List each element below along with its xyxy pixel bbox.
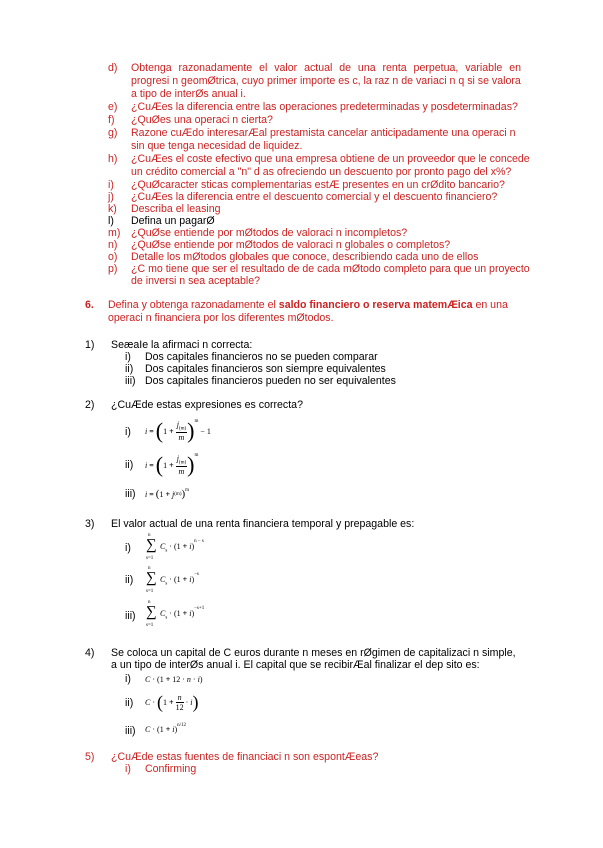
- q5-text: ¿CuÆde estas fuentes de financiaci n son espontÆeas?: [111, 751, 379, 763]
- q3i-one: 1: [176, 542, 181, 551]
- item-letter-i: i): [108, 179, 114, 191]
- q1-opt-ii-label: ii): [125, 363, 134, 375]
- q3ii-sum-top: n: [148, 566, 151, 571]
- q1-number: 1): [85, 339, 95, 351]
- q4ii-n: n: [177, 692, 182, 702]
- q4-formula-iii: C · ( 1 + i ) $^{n/12}$: [145, 722, 187, 734]
- item-letter-j: j): [108, 191, 114, 203]
- q4iii-dot: ·: [152, 724, 156, 734]
- q4i-C: C: [145, 674, 151, 684]
- q3iii-i: i: [189, 609, 192, 618]
- q4-text-line-2: a un tipo de interØs anual i. El capital que se recibirÆal finalizar el dep sito es:: [111, 659, 480, 671]
- item-j-line-1: ¿CuÆes la diferencia entre el descuento comercial y el descuento financiero?: [131, 191, 498, 203]
- q3-number: 3): [85, 518, 95, 530]
- q4-text-line-1: Se coloca un capital de C euros durante n meses en rØgimen de capitalizaci n simple,: [111, 647, 516, 659]
- f-exp-m: m: [194, 418, 199, 424]
- q3ii-s: s: [165, 581, 168, 587]
- f-m: m: [178, 432, 185, 442]
- f-i: i: [145, 426, 148, 436]
- q4i-dot: ·: [152, 674, 156, 684]
- q3ii-sum-bot: s=1: [146, 589, 154, 594]
- q3ii-i: i: [189, 575, 192, 584]
- item-p-line-2: de inversi n sea aceptable?: [131, 275, 260, 287]
- q4i-i: i: [197, 674, 200, 684]
- item-letter-g: g): [108, 127, 118, 139]
- item-letter-o: o): [108, 251, 118, 263]
- q4i-dot2: ·: [182, 674, 185, 684]
- q3-opt-i-label: i): [125, 542, 131, 554]
- question-6-text-pre: Defina y obtenga razonadamente el: [108, 299, 279, 311]
- f2-plus: +: [169, 460, 174, 470]
- q4-opt-ii-label: ii): [125, 697, 134, 709]
- q2-opt-iii-label: iii): [125, 488, 136, 500]
- item-d-line-1: Obtenga razonadamente el valor actual de una renta perpetua, variable en: [131, 62, 521, 74]
- q4ii-plus: +: [169, 697, 174, 707]
- q4i-dot3: ·: [192, 674, 196, 684]
- f2-i: i: [145, 460, 148, 470]
- question-6-line-1: [108, 299, 508, 311]
- item-h-line-2: un crédito comercial a "n" d as ofreciendo un descuento por pronto pago del x%?: [131, 166, 512, 178]
- q5-number: 5): [85, 751, 95, 763]
- q1-text: SeæaIe la afirmaci n correcta:: [111, 339, 253, 351]
- f-plus: +: [169, 426, 174, 436]
- q3i-i: i: [189, 542, 192, 551]
- q4ii-paren-close: ): [192, 691, 199, 712]
- f3-msub: (m): [174, 491, 182, 497]
- q3-opt-ii-label: ii): [125, 574, 134, 586]
- q2-number: 2): [85, 399, 95, 411]
- f3-j: j: [172, 489, 175, 499]
- item-letter-e: e): [108, 101, 118, 113]
- q4-formula-ii: [145, 688, 198, 716]
- q2-formula-ii: [145, 448, 198, 482]
- q3ii-exp: −s: [194, 572, 199, 578]
- f2-paren-open: (: [155, 452, 164, 477]
- f2-eq: =: [149, 460, 154, 470]
- q4ii-dot: ·: [152, 697, 156, 707]
- q4ii-C: C: [145, 697, 151, 707]
- q3iii-dot: ·: [169, 609, 172, 618]
- q3iii-exp: −s+1: [194, 606, 205, 612]
- q3i-term: $C_s \cdot (1 + i)^{n - s}$: [160, 539, 204, 554]
- q3ii-one: 1: [176, 575, 181, 584]
- f-one-2: 1: [206, 426, 211, 436]
- q4ii-frac: [176, 693, 184, 712]
- f3-exp-m: m: [185, 487, 190, 493]
- item-letter-p: p): [108, 263, 118, 275]
- item-n-line-1: ¿QuØse entiende por mØtodos de valoraci n globales o completos?: [131, 239, 451, 251]
- item-g-line-2: sin que tenga necesidad de liquidez.: [131, 140, 303, 152]
- item-letter-k: k): [108, 203, 117, 215]
- f2-j: j: [176, 454, 179, 464]
- q3-text: El valor actual de una renta financiera temporal y prepagable es:: [111, 518, 415, 530]
- f3-i: i: [145, 489, 148, 499]
- q3ii-dot: ·: [169, 575, 172, 584]
- q2-opt-i-label: i): [125, 426, 131, 438]
- q3iii-s: s: [165, 615, 168, 621]
- q3i-c: C: [160, 542, 166, 551]
- q3iii-term: $C_s \cdot (1 + i)^{-s+1}$: [160, 606, 205, 621]
- f-paren-close: ): [187, 418, 195, 443]
- question-6-text-bold: saldo financiero o reserva matemÆica: [278, 299, 473, 311]
- q3iii-sum-bot: s=1: [146, 623, 154, 628]
- q4ii-i: i: [190, 697, 193, 707]
- q4i-n: n: [186, 674, 191, 684]
- f3-paren-open: (: [155, 488, 160, 500]
- q3iii-plus: +: [182, 609, 188, 618]
- q1-opt-ii-text: Dos capitales financieros son siempre equivalentes: [145, 363, 386, 375]
- item-o-line-1: Detalle los mØtodos globales que conoce, describiendo cada uno de ellos: [131, 251, 479, 263]
- f-paren-open: (: [155, 418, 164, 443]
- q4-number: 4): [85, 647, 95, 659]
- item-letter-n: n): [108, 239, 118, 251]
- q5-opt-i-label: i): [125, 763, 131, 775]
- q3ii-sigma: ∑: [146, 570, 157, 586]
- q4i-plus: +: [165, 674, 171, 684]
- f3-one: 1: [159, 489, 164, 499]
- item-e-line-1: ¿CuÆes la diferencia entre las operaciones predeterminadas y posdeterminadas?: [131, 101, 518, 113]
- f2-m: m: [178, 466, 185, 476]
- q3i-sum-bot: s=1: [146, 556, 154, 561]
- item-d-line-2: progresi n geomØtrica, cuyo primer importe es c, la raz n de variaci n q si se valora: [131, 75, 521, 87]
- item-letter-h: h): [108, 153, 118, 165]
- q4ii-paren-open: (: [157, 691, 164, 712]
- q3i-dot: ·: [169, 542, 172, 551]
- q3iii-sum-top: n: [148, 600, 151, 605]
- q1-opt-i-text: Dos capitales financieros no se pueden comparar: [145, 351, 378, 363]
- q5-opt-i-text: Confirming: [145, 763, 197, 775]
- f3-eq: =: [149, 489, 154, 499]
- q4ii-dot2: ·: [185, 697, 189, 707]
- q4iii-plus: +: [165, 724, 171, 734]
- f-minus: −: [200, 426, 205, 436]
- f-eq: =: [149, 426, 154, 436]
- q3ii-plus: +: [182, 575, 188, 584]
- q3i-sum-top: n: [148, 533, 151, 538]
- item-h-line-1: ¿CuÆes el coste efectivo que una empresa obtiene de un proveedor que le concede: [131, 153, 530, 165]
- f3-paren-close: ): [181, 488, 186, 500]
- q4-opt-i-label: i): [125, 673, 131, 685]
- item-letter-f: f): [108, 114, 115, 126]
- f-one: 1: [163, 426, 168, 436]
- f3-plus: +: [165, 489, 171, 499]
- item-m-line-1: ¿QuØse entiende por mØtodos de valoraci n incompletos?: [131, 227, 408, 239]
- q1-opt-iii-text: Dos capitales financieros pueden no ser equivalentes: [145, 375, 396, 387]
- f-msub: (m): [178, 426, 187, 432]
- q2-text: ¿CuÆde estas expresiones es correcta?: [111, 399, 303, 411]
- q4iii-one: 1: [159, 724, 164, 734]
- question-6-line-2: operaci n financiera por los diferentes mØtodos.: [108, 312, 334, 324]
- item-letter-m: m): [108, 227, 121, 239]
- q4-opt-iii-label: iii): [125, 725, 136, 737]
- item-letter-d: d): [108, 62, 118, 74]
- f2-one: 1: [163, 460, 168, 470]
- q3ii-c: C: [160, 575, 166, 584]
- f-frac-jm: [176, 420, 187, 442]
- q3iii-one: 1: [176, 609, 181, 618]
- q2-formula-i: [145, 414, 211, 448]
- q3i-sigma: ∑: [146, 537, 157, 553]
- q3i-exp: n − s: [194, 539, 204, 545]
- q4iii-i: i: [172, 724, 175, 734]
- item-d-line-3: a tipo de interØs anual i.: [131, 88, 246, 100]
- q3i-s: s: [165, 548, 168, 554]
- q4ii-one: 1: [163, 697, 168, 707]
- q4i-one: 1: [159, 674, 164, 684]
- item-f-line-1: ¿QuØes una operaci n cierta?: [131, 114, 273, 126]
- q3iii-sigma: ∑: [146, 604, 157, 620]
- item-g-line-1: Razone cuÆdo interesarÆal prestamista cancelar anticipadamente una operaci n: [131, 127, 516, 139]
- q4-formula-i: C · ( 1 + 12 · n · i ): [145, 674, 203, 684]
- q3-opt-iii-label: iii): [125, 610, 136, 622]
- q2-opt-ii-label: ii): [125, 459, 134, 471]
- f2-exp-m: m: [194, 452, 199, 458]
- item-letter-l: l): [108, 215, 114, 227]
- f2-msub: (m): [178, 460, 187, 466]
- q1-opt-i-label: i): [125, 351, 131, 363]
- q4iii-exp: n/12: [177, 722, 187, 728]
- question-6-number: 6.: [85, 299, 94, 311]
- q4iii-C: C: [145, 724, 151, 734]
- q3ii-term: $C_s \cdot (1 + i)^{-s}$: [160, 572, 199, 587]
- q4i-12: 12: [172, 674, 181, 684]
- item-l-line-1: Defina un pagarØ: [131, 215, 215, 227]
- f2-frac-jm: [176, 454, 187, 476]
- item-k-line-1: Describa el leasing: [131, 203, 221, 215]
- q4ii-12: 12: [175, 702, 184, 712]
- q2-formula-iii: [145, 486, 189, 502]
- f-j: j: [176, 420, 179, 430]
- q1-opt-iii-label: iii): [125, 375, 136, 387]
- question-6-text-post: en una: [472, 299, 508, 311]
- item-i-line-1: ¿QuØcaracter sticas complementarias estÆ presentes en un crØdito bancario?: [131, 179, 505, 191]
- f2-paren-close: ): [187, 452, 195, 477]
- q3iii-c: C: [160, 609, 166, 618]
- q3i-plus: +: [182, 542, 188, 551]
- item-p-line-1: ¿C mo tiene que ser el resultado de de cada mØtodo completo para que un proyecto: [131, 263, 530, 275]
